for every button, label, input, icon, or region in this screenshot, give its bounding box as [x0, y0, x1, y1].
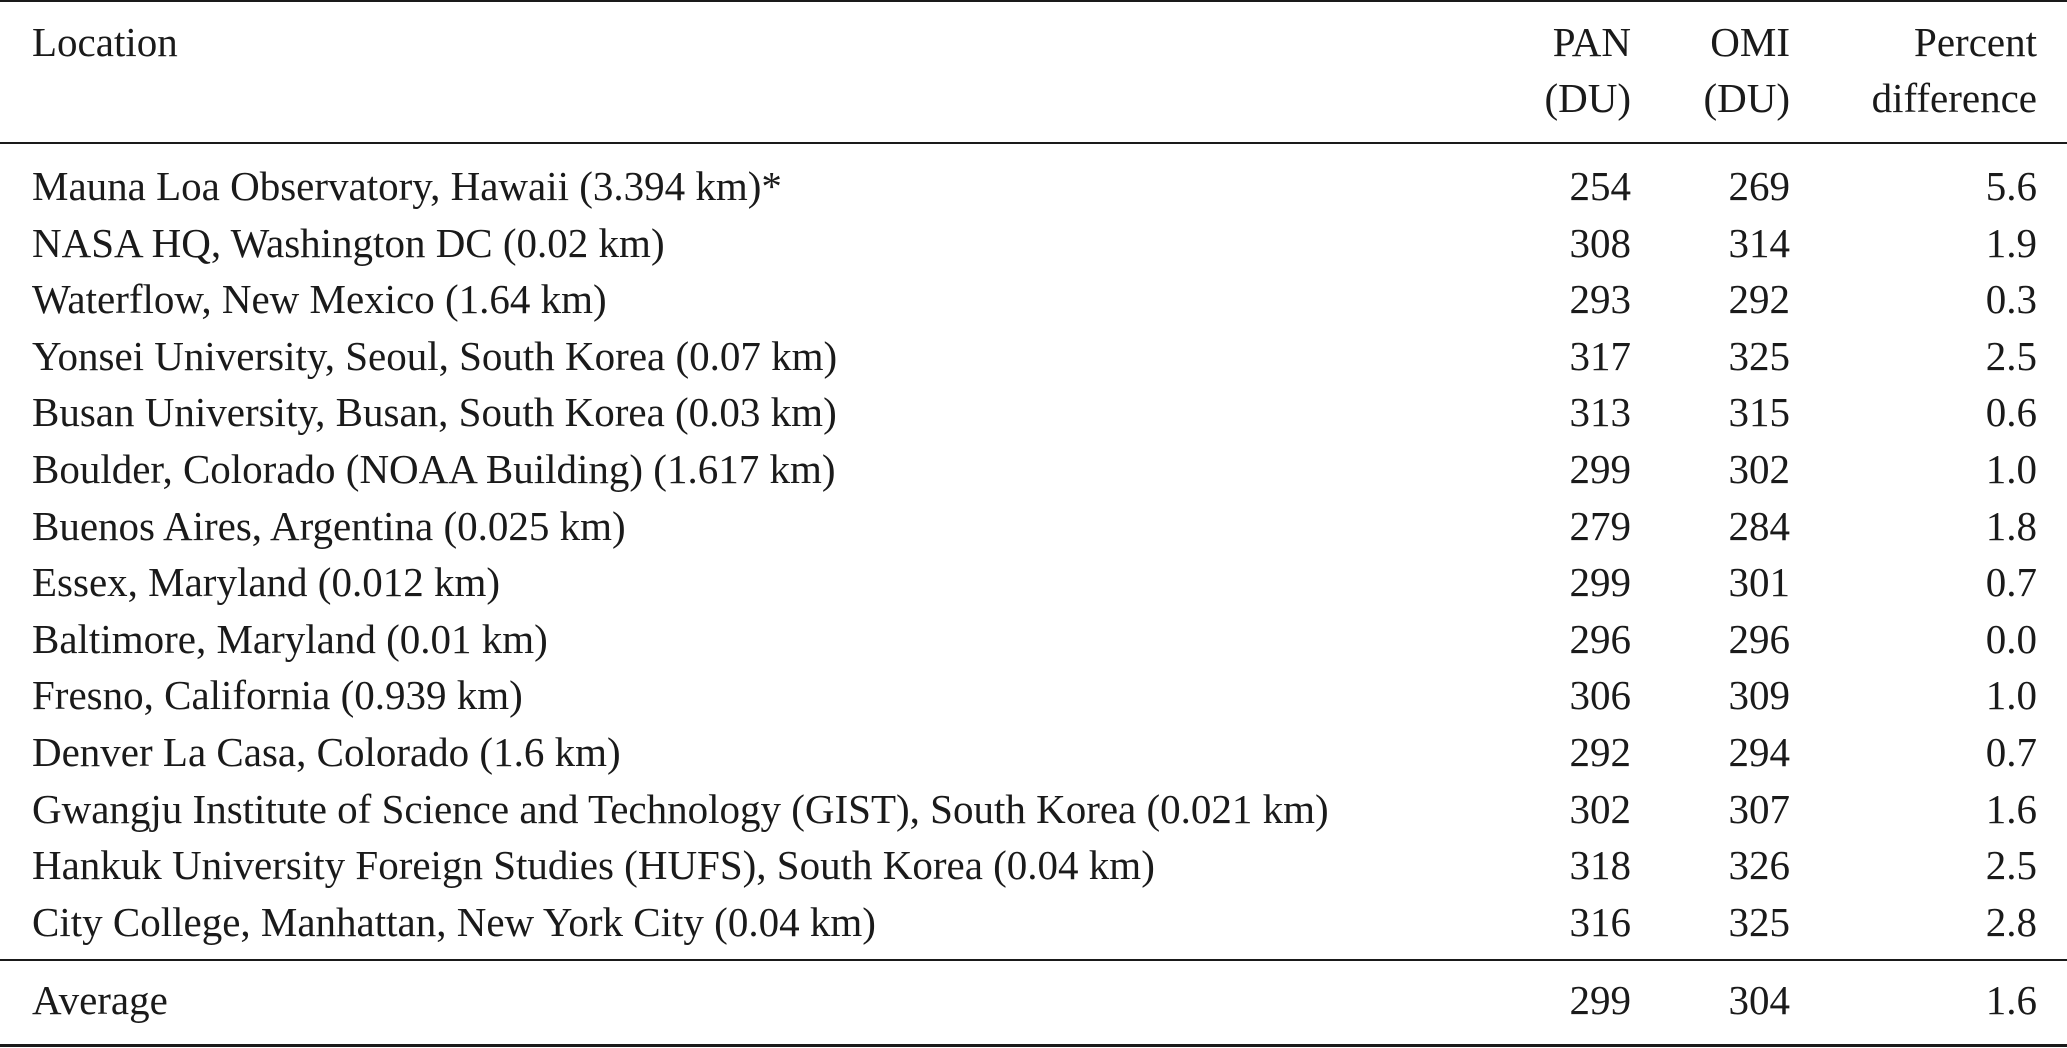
row-location: Denver La Casa, Colorado (1.6 km): [32, 729, 621, 775]
row-location: Busan University, Busan, South Korea (0.03 km): [32, 389, 837, 436]
row-pan: 313: [1569, 389, 1631, 436]
row-percent: 2.8: [1985, 898, 2037, 945]
row-percent: 0.6: [1985, 389, 2037, 436]
row-omi: 294: [1728, 729, 1790, 775]
table-row: [0, 384, 2067, 440]
row-location: Fresno, California (0.939 km): [32, 672, 523, 719]
row-omi: 326: [1728, 842, 1790, 889]
row-omi: 302: [1728, 446, 1790, 492]
row-pan: 293: [1569, 276, 1631, 323]
header-percent-difference: [1872, 14, 2037, 126]
average-pan: 299: [1569, 977, 1631, 1023]
row-pan: 306: [1569, 672, 1631, 719]
average-omi: 304: [1728, 977, 1790, 1023]
row-percent: 2.5: [1985, 332, 2037, 379]
table-row: [0, 894, 2067, 950]
row-pan: 254: [1569, 163, 1631, 209]
table-bottom-rule: [0, 1044, 2067, 1047]
row-pan: 299: [1569, 559, 1631, 606]
table-row: [0, 215, 2067, 271]
row-percent: 5.6: [1985, 163, 2037, 209]
row-omi: 292: [1728, 276, 1790, 323]
row-omi: 325: [1728, 898, 1790, 945]
header-pct-line2: difference: [1871, 75, 2037, 121]
row-omi: 301: [1728, 559, 1790, 606]
average-row: [0, 972, 2067, 1028]
row-location: Buenos Aires, Argentina (0.025 km): [32, 502, 626, 549]
table-row: [0, 328, 2067, 384]
row-percent: 0.7: [1985, 559, 2037, 606]
row-omi: 296: [1728, 615, 1790, 662]
header-omi-label: OMI: [1710, 19, 1790, 65]
row-pan: 318: [1569, 842, 1631, 889]
row-omi: 309: [1728, 672, 1790, 719]
row-percent: 1.8: [1985, 502, 2037, 549]
row-omi: 314: [1728, 219, 1790, 266]
row-percent: 0.0: [1985, 615, 2037, 662]
row-pan: 308: [1569, 219, 1631, 266]
table-row: [0, 498, 2067, 554]
table-row: [0, 158, 2067, 214]
row-percent: 1.0: [1985, 446, 2037, 492]
row-percent: 0.7: [1985, 729, 2037, 775]
table-row: [0, 611, 2067, 667]
header-omi-unit: (DU): [1703, 75, 1790, 121]
header-bottom-rule: [0, 142, 2067, 144]
average-label: Average: [32, 977, 168, 1023]
header-pan: [1544, 14, 1631, 126]
table-row: [0, 837, 2067, 893]
row-pan: 292: [1569, 729, 1631, 775]
row-omi: 315: [1728, 389, 1790, 436]
table-row: [0, 781, 2067, 837]
row-location: City College, Manhattan, New York City (0.04 km): [32, 898, 876, 945]
row-omi: 269: [1728, 163, 1790, 209]
row-location: Hankuk University Foreign Studies (HUFS), South Korea (0.04 km): [32, 842, 1155, 889]
row-pan: 302: [1569, 785, 1631, 832]
header-omi: [1703, 14, 1790, 126]
average-percent: 1.6: [1985, 977, 2037, 1023]
table-row: [0, 667, 2067, 723]
header-location: Location: [32, 19, 178, 65]
row-location: Gwangju Institute of Science and Technology (GIST), South Korea (0.021 km): [32, 785, 1329, 832]
header-pct-line1: Percent: [1914, 19, 2037, 65]
row-location: Yonsei University, Seoul, South Korea (0.07 km): [32, 332, 838, 379]
row-pan: 299: [1569, 446, 1631, 492]
row-location: Mauna Loa Observatory, Hawaii (3.394 km)*: [32, 163, 782, 209]
row-percent: 1.6: [1985, 785, 2037, 832]
row-pan: 317: [1569, 332, 1631, 379]
table-row: [0, 554, 2067, 610]
row-omi: 307: [1728, 785, 1790, 832]
row-location: NASA HQ, Washington DC (0.02 km): [32, 219, 665, 266]
row-location: Boulder, Colorado (NOAA Building) (1.617 km): [32, 446, 836, 492]
header-pan-unit: (DU): [1544, 75, 1631, 121]
row-percent: 2.5: [1985, 842, 2037, 889]
row-percent: 1.9: [1985, 219, 2037, 266]
table-top-rule: [0, 0, 2067, 2]
row-omi: 325: [1728, 332, 1790, 379]
table-row: [0, 724, 2067, 780]
row-location: Waterflow, New Mexico (1.64 km): [32, 276, 607, 323]
row-pan: 296: [1569, 615, 1631, 662]
row-percent: 0.3: [1985, 276, 2037, 323]
row-location: Baltimore, Maryland (0.01 km): [32, 615, 548, 662]
row-pan: 316: [1569, 898, 1631, 945]
row-omi: 284: [1728, 502, 1790, 549]
row-pan: 279: [1569, 502, 1631, 549]
table-row: [0, 271, 2067, 327]
row-location: Essex, Maryland (0.012 km): [32, 559, 500, 606]
average-separator-rule: [0, 959, 2067, 961]
row-percent: 1.0: [1985, 672, 2037, 719]
table-row: [0, 441, 2067, 497]
header-pan-label: PAN: [1552, 19, 1631, 65]
